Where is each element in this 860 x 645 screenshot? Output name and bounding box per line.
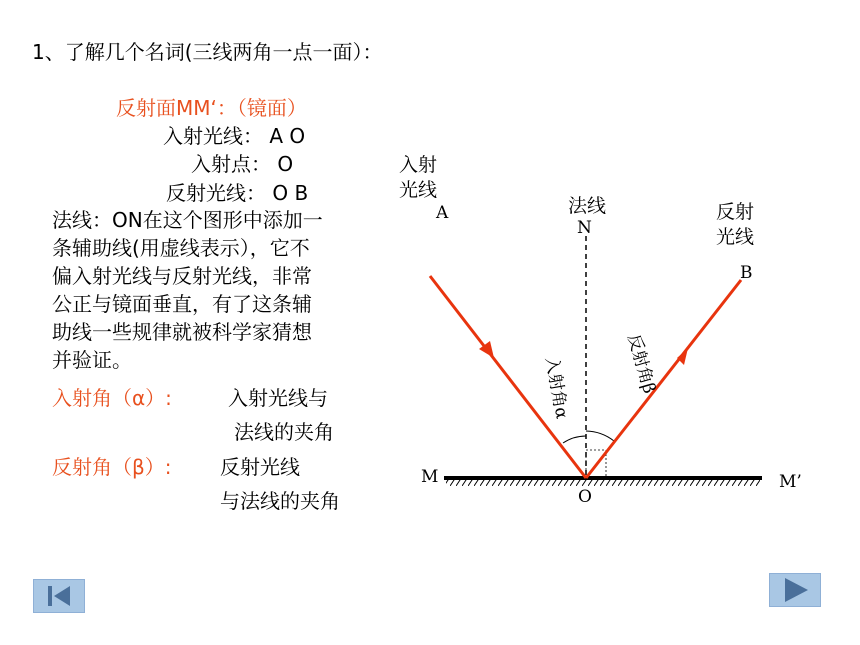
paragraph-line: 助线一些规律就被科学家猜想 [52, 320, 312, 344]
angle-beta-arc [586, 431, 614, 441]
reflected-ray-label: 反射 [716, 201, 755, 223]
mirror-m-label: M [421, 467, 439, 487]
next-button[interactable] [769, 573, 821, 607]
point-a-label: A [436, 203, 449, 223]
mirror-definition: 反射面MM‘：（镜面） [116, 96, 307, 120]
incident-ray-definition: 入射光线： A O [163, 124, 306, 148]
incident-point-definition: 入射点： O [191, 152, 294, 176]
reflected-ray-label: 光线 [716, 226, 755, 248]
reflected-ray-definition: 反射光线： O B [166, 181, 309, 205]
incident-ray-label: 光线 [399, 179, 438, 201]
paragraph-line: 法线：ON在这个图形中添加一 [52, 208, 323, 232]
paragraph-line: 偏入射光线与反射光线，非常 [52, 264, 312, 288]
paragraph-line: 条辅助线(用虚线表示），它不 [52, 236, 310, 260]
normal-label: 法线 [568, 195, 607, 217]
play-next-icon [769, 573, 821, 607]
reflection-angle-desc: 反射光线 [220, 455, 300, 479]
paragraph-line: 公正与镜面垂直，有了这条辅 [52, 292, 312, 316]
reflected-ray [586, 280, 741, 478]
incidence-angle-desc: 入射光线与 [228, 386, 328, 410]
angle-beta-label: 反射角β [623, 331, 660, 396]
incident-ray-label: 入射 [399, 154, 438, 176]
page-title: 1、了解几个名词(三线两角一点一面）： [32, 40, 383, 64]
point-n-label: N [577, 218, 592, 238]
incidence-angle-desc: 法线的夹角 [234, 420, 334, 444]
paragraph-line: 并验证。 [52, 348, 132, 372]
incidence-angle-term: 入射角（α）: [52, 386, 172, 410]
reflection-angle-term: 反射角（β）: [52, 455, 172, 479]
angle-alpha-label: 入射角α [541, 355, 572, 421]
reflection-angle-desc: 与法线的夹角 [220, 489, 340, 513]
reflected-ray-arrowhead [677, 348, 688, 365]
point-o-label: O [578, 487, 592, 507]
mirror-m-prime-label: M’ [779, 472, 802, 492]
angle-alpha-arc [563, 436, 586, 443]
previous-button[interactable] [33, 579, 85, 613]
point-b-label: B [740, 263, 753, 283]
skip-back-icon [33, 579, 85, 613]
